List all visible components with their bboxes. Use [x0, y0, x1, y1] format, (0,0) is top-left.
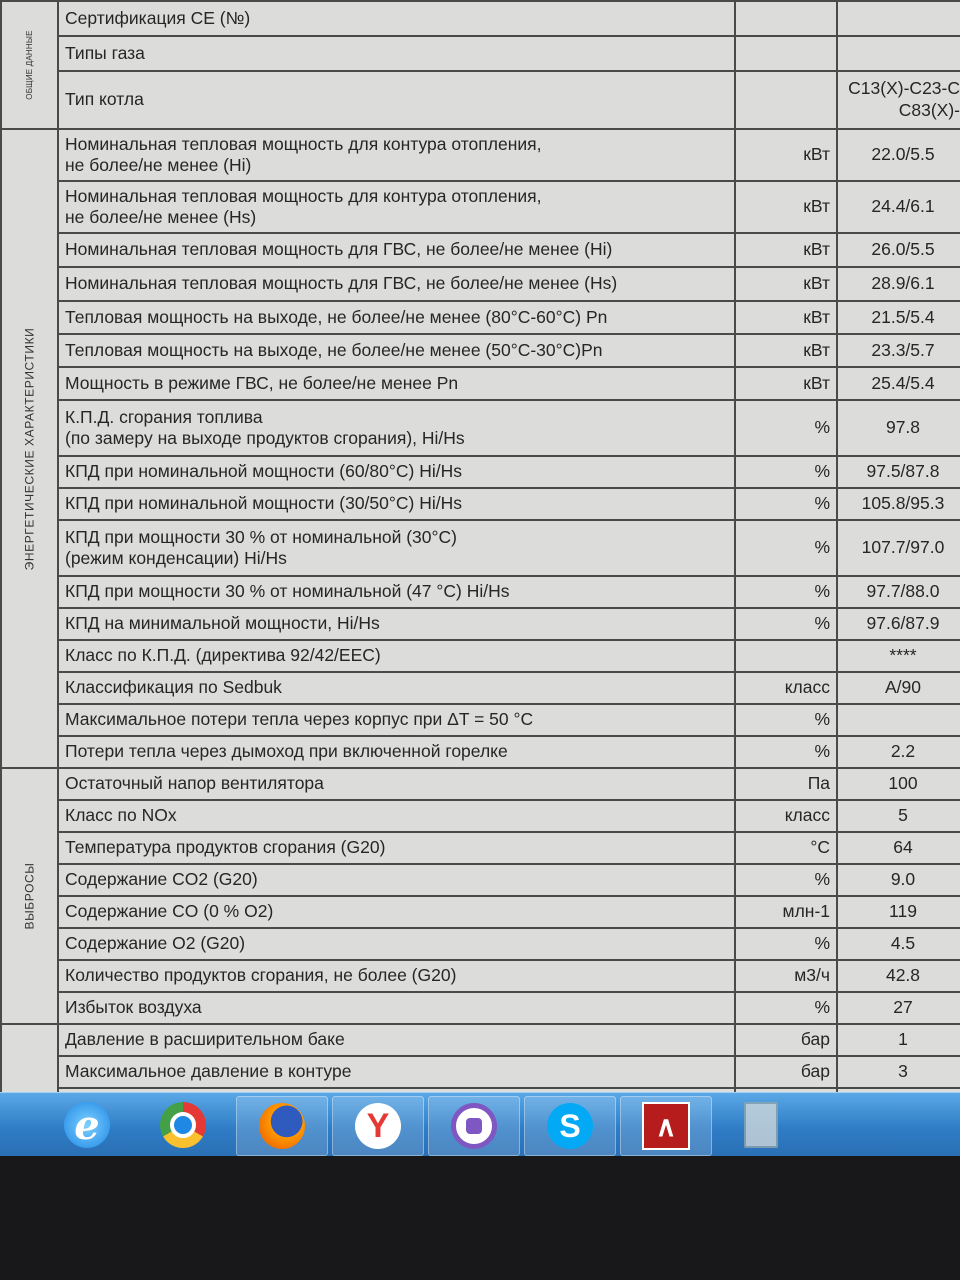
param-cell: КПД при номинальной мощности (60/80°C) Hi/Hs: [58, 456, 735, 488]
value-cell: 23.3/5.7: [837, 334, 960, 367]
unit-cell: кВт: [735, 301, 837, 334]
section-pressure: [1, 1024, 58, 1092]
value-cell: 22.0/5.5: [837, 129, 960, 181]
taskbar-calculator[interactable]: [716, 1096, 806, 1154]
table-row: [1, 520, 960, 576]
value-cell: 24.4/6.1: [837, 181, 960, 233]
param-cell: Класс по К.П.Д. (директива 92/42/EEC): [58, 640, 735, 672]
monitor-bezel: [0, 1156, 960, 1280]
param-cell: Мощность в режиме ГВС, не более/не менее Pn: [58, 367, 735, 400]
table-row: [1, 576, 960, 608]
table-row: [1, 704, 960, 736]
unit-cell: %: [735, 576, 837, 608]
param-cell: Давление в расширительном баке: [58, 1024, 735, 1056]
table-row: [1, 928, 960, 960]
param-line: (по замеру на выходе продуктов сгорания), Hi/Hs: [65, 428, 465, 448]
value-cell: 3: [837, 1056, 960, 1088]
unit-cell: бар: [735, 1024, 837, 1056]
param-cell: КПД при мощности 30 % от номинальной (47 °C) Hi/Hs: [58, 576, 735, 608]
value-cell: 97.5/87.8: [837, 456, 960, 488]
unit-cell: [735, 36, 837, 71]
table-row: [1, 736, 960, 768]
value-cell: [837, 1, 960, 36]
table-row: [1, 456, 960, 488]
unit-cell: кВт: [735, 367, 837, 400]
unit-cell: %: [735, 736, 837, 768]
param-cell: Тепловая мощность на выходе, не более/не менее (80°C-60°C) Pn: [58, 301, 735, 334]
param-cell: Максимальное потери тепла через корпус при ΔT = 50 °C: [58, 704, 735, 736]
param-cell: Потери тепла через дымоход при включенной горелке: [58, 736, 735, 768]
table-row: [1, 960, 960, 992]
value-cell: 119: [837, 896, 960, 928]
adobe-reader-icon: ∧: [642, 1102, 690, 1150]
table-row: [1, 608, 960, 640]
table-row: [1, 832, 960, 864]
table-row: [1, 233, 960, 267]
viber-icon: [451, 1103, 497, 1149]
value-cell: ****: [837, 640, 960, 672]
unit-cell: %: [735, 456, 837, 488]
table-row: [1, 992, 960, 1024]
unit-cell: кВт: [735, 129, 837, 181]
boiler-type-line2: C83(X)-: [898, 100, 960, 120]
table-row: [1, 1, 960, 36]
boiler-type-line1: C13(X)-C23-C: [848, 78, 960, 99]
unit-cell: Па: [735, 768, 837, 800]
param-line: КПД при мощности 30 % от номинальной (30°C): [65, 526, 457, 547]
param-cell: [58, 400, 735, 456]
table-row: [1, 896, 960, 928]
value-cell: 107.7/97.0: [837, 520, 960, 576]
table-row: [1, 864, 960, 896]
taskbar-viber[interactable]: [428, 1096, 520, 1156]
value-cell: [837, 36, 960, 71]
internet-explorer-icon: e: [64, 1102, 110, 1148]
unit-cell: %: [735, 488, 837, 520]
unit-cell: класс: [735, 800, 837, 832]
taskbar-adobe-reader[interactable]: [620, 1096, 712, 1156]
table-row: [1, 301, 960, 334]
section-emissions: [1, 768, 58, 1024]
param-line: Номинальная тепловая мощность для контура отопления,: [65, 185, 542, 206]
firefox-icon: [259, 1103, 305, 1149]
calculator-icon: [744, 1102, 778, 1148]
value-cell: 27: [837, 992, 960, 1024]
unit-cell: м3/ч: [735, 960, 837, 992]
table-row: [1, 1024, 960, 1056]
param-cell: Тип котла: [58, 71, 735, 129]
value-cell: [837, 704, 960, 736]
taskbar-skype[interactable]: [524, 1096, 616, 1156]
table-row: [1, 640, 960, 672]
value-cell: 2.2: [837, 736, 960, 768]
unit-cell: %: [735, 520, 837, 576]
taskbar-yandex-browser[interactable]: [332, 1096, 424, 1156]
param-cell: [58, 181, 735, 233]
param-cell: Максимальное давление в контуре: [58, 1056, 735, 1088]
table-row: [1, 800, 960, 832]
param-cell: Номинальная тепловая мощность для ГВС, не более/не менее (Hs): [58, 267, 735, 301]
unit-cell: класс: [735, 672, 837, 704]
unit-cell: %: [735, 400, 837, 456]
value-cell: 64: [837, 832, 960, 864]
value-cell: 21.5/5.4: [837, 301, 960, 334]
table-row: [1, 36, 960, 71]
param-cell: Содержание O2 (G20): [58, 928, 735, 960]
skype-icon: S: [547, 1103, 593, 1149]
table-row: [1, 334, 960, 367]
value-cell: 25.4/5.4: [837, 367, 960, 400]
unit-cell: °C: [735, 832, 837, 864]
value-cell: 28.9/6.1: [837, 267, 960, 301]
param-cell: Тепловая мощность на выходе, не более/не менее (50°C-30°C)Pn: [58, 334, 735, 367]
param-cell: Класс по NOx: [58, 800, 735, 832]
value-cell: A/90: [837, 672, 960, 704]
param-line: не более/не менее (Hs): [65, 207, 257, 227]
unit-cell: млн-1: [735, 896, 837, 928]
param-line: Номинальная тепловая мощность для контура отопления,: [65, 133, 542, 154]
table-row: [1, 1056, 960, 1088]
taskbar-internet-explorer[interactable]: [42, 1096, 132, 1154]
param-cell: КПД при номинальной мощности (30/50°C) Hi/Hs: [58, 488, 735, 520]
param-line: К.П.Д. сгорания топлива: [65, 406, 263, 427]
param-cell: [58, 520, 735, 576]
unit-cell: %: [735, 608, 837, 640]
taskbar: [0, 1092, 960, 1157]
unit-cell: %: [735, 864, 837, 896]
value-cell: 97.6/87.9: [837, 608, 960, 640]
value-cell: 100: [837, 768, 960, 800]
yandex-browser-icon: Y: [355, 1103, 401, 1149]
unit-cell: [735, 640, 837, 672]
param-line: не более/не менее (Hi): [65, 155, 252, 175]
param-cell: КПД на минимальной мощности, Hi/Hs: [58, 608, 735, 640]
param-cell: Количество продуктов сгорания, не более (G20): [58, 960, 735, 992]
table-row: [1, 71, 960, 129]
param-cell: Содержание CO (0 % O2): [58, 896, 735, 928]
value-cell: 105.8/95.3: [837, 488, 960, 520]
unit-cell: %: [735, 704, 837, 736]
param-cell: Остаточный напор вентилятора: [58, 768, 735, 800]
value-cell: [837, 71, 960, 129]
param-cell: Содержание CO2 (G20): [58, 864, 735, 896]
value-cell: 42.8: [837, 960, 960, 992]
param-cell: Сертификация CE (№): [58, 1, 735, 36]
section-general: [1, 1, 58, 129]
taskbar-edge-button[interactable]: [0, 1096, 16, 1154]
unit-cell: %: [735, 992, 837, 1024]
taskbar-chrome[interactable]: [138, 1096, 228, 1154]
param-cell: Избыток воздуха: [58, 992, 735, 1024]
table-row: [1, 672, 960, 704]
param-cell: Классификация по Sedbuk: [58, 672, 735, 704]
table-row: [1, 488, 960, 520]
table-row: [1, 129, 960, 181]
value-cell: 26.0/5.5: [837, 233, 960, 267]
unit-cell: бар: [735, 1056, 837, 1088]
param-cell: [58, 129, 735, 181]
section-label: ОБЩИЕ ДАННЫЕ: [24, 30, 34, 100]
table-row: [1, 181, 960, 233]
param-cell: Температура продуктов сгорания (G20): [58, 832, 735, 864]
unit-cell: кВт: [735, 334, 837, 367]
value-cell: 9.0: [837, 864, 960, 896]
table-row: [1, 768, 960, 800]
section-label: ЭНЕРГЕТИЧЕСКИЕ ХАРАКТЕРИСТИКИ: [22, 327, 37, 570]
unit-cell: кВт: [735, 267, 837, 301]
value-cell: 97.8: [837, 400, 960, 456]
table-row: [1, 267, 960, 301]
unit-cell: [735, 1, 837, 36]
section-energy: [1, 129, 58, 768]
unit-cell: кВт: [735, 181, 837, 233]
param-line: (режим конденсации) Hi/Hs: [65, 548, 287, 568]
unit-cell: %: [735, 928, 837, 960]
table-row: [1, 400, 960, 456]
taskbar-firefox[interactable]: [236, 1096, 328, 1156]
value-cell: 4.5: [837, 928, 960, 960]
value-cell: 97.7/88.0: [837, 576, 960, 608]
table-row: [1, 367, 960, 400]
value-cell: 1: [837, 1024, 960, 1056]
unit-cell: [735, 71, 837, 129]
param-cell: Типы газа: [58, 36, 735, 71]
unit-cell: кВт: [735, 233, 837, 267]
param-cell: Номинальная тепловая мощность для ГВС, не более/не менее (Hi): [58, 233, 735, 267]
value-cell: 5: [837, 800, 960, 832]
chrome-icon: [160, 1102, 206, 1148]
section-label: ВЫБРОСЫ: [22, 862, 37, 930]
